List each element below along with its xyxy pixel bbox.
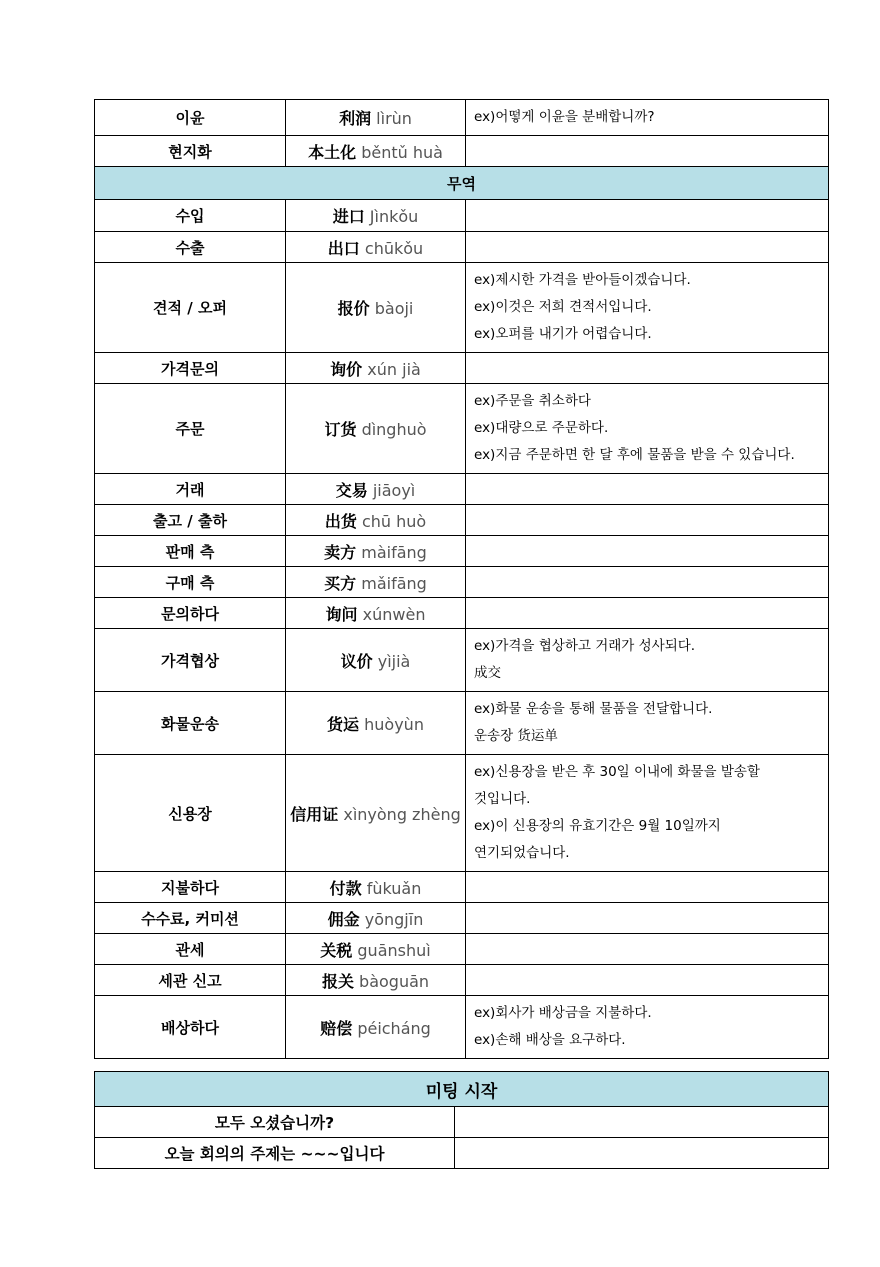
- example-sentence: 成交: [474, 665, 501, 681]
- pinyin: chūkǒu: [364, 238, 424, 258]
- korean-term: 구매 측: [95, 567, 286, 598]
- table-row: [95, 567, 829, 598]
- table-row: [95, 598, 829, 629]
- korean-term: 가격문의: [95, 353, 286, 384]
- pinyin: fùkuǎn: [366, 878, 422, 898]
- pinyin: lìrùn: [376, 109, 412, 128]
- chinese-term: [286, 934, 466, 965]
- chinese-term: [286, 996, 466, 1059]
- chinese-term: [286, 263, 466, 353]
- vocabulary-table: [94, 99, 829, 1059]
- table-row: [95, 903, 829, 934]
- table-row: [95, 263, 829, 353]
- hanzi: 利润: [339, 109, 372, 128]
- korean-term: 견적 / 오퍼: [95, 263, 286, 353]
- pinyin: péicháng: [357, 1018, 431, 1038]
- korean-term: 지불하다: [95, 872, 286, 903]
- section-title: 무역: [95, 167, 829, 200]
- hanzi: 报价: [337, 299, 370, 318]
- hanzi: 卖方: [324, 542, 357, 562]
- chinese-term: [286, 200, 466, 232]
- hanzi: 关税: [320, 940, 353, 960]
- pinyin: chū huò: [361, 511, 427, 531]
- example-sentence: ex)손해 배상을 요구하다.: [474, 1032, 626, 1048]
- korean-term: 신용장: [95, 755, 286, 872]
- example-cell: [466, 100, 829, 136]
- table-row: [95, 755, 829, 872]
- example-cell: [466, 755, 829, 872]
- hanzi: 进口: [332, 207, 365, 226]
- korean-term: 주문: [95, 384, 286, 474]
- example-sentence: ex)지금 주문하면 한 달 후에 물품을 받을 수 있습니다.: [474, 447, 795, 463]
- table-row: [95, 1138, 829, 1169]
- table-row: [95, 934, 829, 965]
- example-cell: [466, 505, 829, 536]
- section-header-row: [95, 167, 829, 200]
- meeting-note-cell: [455, 1138, 829, 1169]
- korean-term: 출고 / 출하: [95, 505, 286, 536]
- pinyin: yìjià: [377, 651, 411, 671]
- hanzi: 订货: [324, 420, 357, 439]
- chinese-term: [286, 136, 466, 167]
- example-sentence: ex)화물 운송을 통해 물품을 전달합니다.: [474, 701, 713, 717]
- table-row: [95, 1107, 829, 1138]
- example-cell: [466, 474, 829, 505]
- chinese-term: [286, 474, 466, 505]
- table-row: [95, 629, 829, 692]
- chinese-term: [286, 567, 466, 598]
- chinese-term: [286, 692, 466, 755]
- meeting-phrase: 모두 오셨습니까?: [95, 1107, 455, 1138]
- hanzi: 货运: [327, 714, 360, 734]
- example-cell: [466, 384, 829, 474]
- pinyin: xún jià: [367, 359, 421, 379]
- chinese-term: [286, 505, 466, 536]
- pinyin: běntǔ huà: [361, 142, 443, 162]
- chinese-term: [286, 598, 466, 629]
- pinyin: dìnghuò: [361, 420, 427, 439]
- table-row: [95, 353, 829, 384]
- table-row: [95, 474, 829, 505]
- example-sentence: ex)어떻게 이윤을 분배합니까?: [474, 109, 655, 125]
- example-cell: [466, 232, 829, 263]
- chinese-term: [286, 536, 466, 567]
- example-sentence: ex)이것은 저희 견적서입니다.: [474, 299, 652, 315]
- korean-term: 배상하다: [95, 996, 286, 1059]
- example-sentence: ex)신용장을 받은 후 30일 이내에 화물을 발송할: [474, 764, 760, 780]
- example-sentence: ex)이 신용장의 유효기간은 9월 10일까지: [474, 818, 721, 834]
- table-row: [95, 200, 829, 232]
- example-cell: [466, 263, 829, 353]
- korean-term: 거래: [95, 474, 286, 505]
- hanzi: 佣金: [327, 909, 360, 929]
- example-sentence: ex)회사가 배상금을 지불하다.: [474, 1005, 652, 1021]
- pinyin: yōngjīn: [364, 909, 424, 929]
- korean-term: 이윤: [95, 100, 286, 136]
- section-header-row: [95, 1072, 829, 1107]
- hanzi: 报关: [321, 971, 354, 991]
- pinyin: bàoguān: [359, 971, 430, 991]
- example-cell: [466, 200, 829, 232]
- example-cell: [466, 965, 829, 996]
- pinyin: bàoji: [374, 299, 414, 318]
- example-sentence: ex)오퍼를 내기가 어렵습니다.: [474, 326, 652, 342]
- example-cell: [466, 598, 829, 629]
- example-sentence: 운송장 货运单: [474, 728, 558, 744]
- example-sentence: 연기되었습니다.: [474, 845, 570, 861]
- table-row: [95, 100, 829, 136]
- korean-term: 관세: [95, 934, 286, 965]
- example-cell: [466, 692, 829, 755]
- table-row: [95, 505, 829, 536]
- table-row: [95, 536, 829, 567]
- hanzi: 付款: [329, 878, 362, 898]
- pinyin: xúnwèn: [362, 604, 426, 624]
- korean-term: 세관 신고: [95, 965, 286, 996]
- hanzi: 出货: [324, 511, 357, 531]
- example-cell: [466, 903, 829, 934]
- table-row: [95, 965, 829, 996]
- chinese-term: [286, 384, 466, 474]
- chinese-term: [286, 100, 466, 136]
- hanzi: 本土化: [308, 142, 357, 162]
- meeting-note-cell: [455, 1107, 829, 1138]
- hanzi: 赔偿: [320, 1018, 353, 1038]
- hanzi: 信用证: [290, 804, 339, 824]
- meeting-table-body: [95, 1072, 829, 1169]
- example-cell: [466, 136, 829, 167]
- chinese-term: [286, 872, 466, 903]
- example-sentence: ex)제시한 가격을 받아들이겠습니다.: [474, 272, 691, 288]
- hanzi: 询价: [330, 359, 363, 379]
- chinese-term: [286, 965, 466, 996]
- table-row: [95, 692, 829, 755]
- pinyin: xìnyòng zhèng: [343, 804, 461, 824]
- table-row: [95, 136, 829, 167]
- table-row: [95, 232, 829, 263]
- example-cell: [466, 536, 829, 567]
- korean-term: 문의하다: [95, 598, 286, 629]
- section-title: 미팅 시작: [95, 1072, 829, 1107]
- korean-term: 수출: [95, 232, 286, 263]
- meeting-table: [94, 1071, 829, 1169]
- korean-term: 수입: [95, 200, 286, 232]
- korean-term: 수수료, 커미션: [95, 903, 286, 934]
- table-row: [95, 872, 829, 903]
- example-cell: [466, 934, 829, 965]
- example-sentence: 것입니다.: [474, 791, 531, 807]
- meeting-phrase: 오늘 회의의 주제는 ~~~입니다: [95, 1138, 455, 1169]
- example-cell: [466, 872, 829, 903]
- hanzi: 出口: [327, 238, 360, 258]
- pinyin: Jìnkǒu: [369, 207, 419, 226]
- hanzi: 询问: [325, 604, 358, 624]
- korean-term: 판매 측: [95, 536, 286, 567]
- pinyin: màifāng: [361, 542, 427, 562]
- korean-term: 화물운송: [95, 692, 286, 755]
- vocabulary-table-body: [95, 100, 829, 1059]
- pinyin: guānshuì: [357, 940, 431, 960]
- example-cell: [466, 353, 829, 384]
- korean-term: 현지화: [95, 136, 286, 167]
- example-cell: [466, 629, 829, 692]
- hanzi: 议价: [340, 651, 373, 671]
- pinyin: huòyùn: [364, 714, 424, 734]
- hanzi: 交易: [335, 480, 368, 500]
- chinese-term: [286, 903, 466, 934]
- pinyin: mǎifāng: [361, 573, 427, 593]
- table-row: [95, 996, 829, 1059]
- table-row: [95, 384, 829, 474]
- example-sentence: ex)가격을 협상하고 거래가 성사되다.: [474, 638, 696, 654]
- example-cell: [466, 567, 829, 598]
- pinyin: jiāoyì: [372, 480, 416, 500]
- chinese-term: [286, 629, 466, 692]
- chinese-term: [286, 353, 466, 384]
- hanzi: 买方: [324, 573, 357, 593]
- example-sentence: ex)대량으로 주문하다.: [474, 420, 609, 436]
- chinese-term: [286, 755, 466, 872]
- example-cell: [466, 996, 829, 1059]
- example-sentence: ex)주문을 취소하다: [474, 393, 591, 409]
- chinese-term: [286, 232, 466, 263]
- korean-term: 가격협상: [95, 629, 286, 692]
